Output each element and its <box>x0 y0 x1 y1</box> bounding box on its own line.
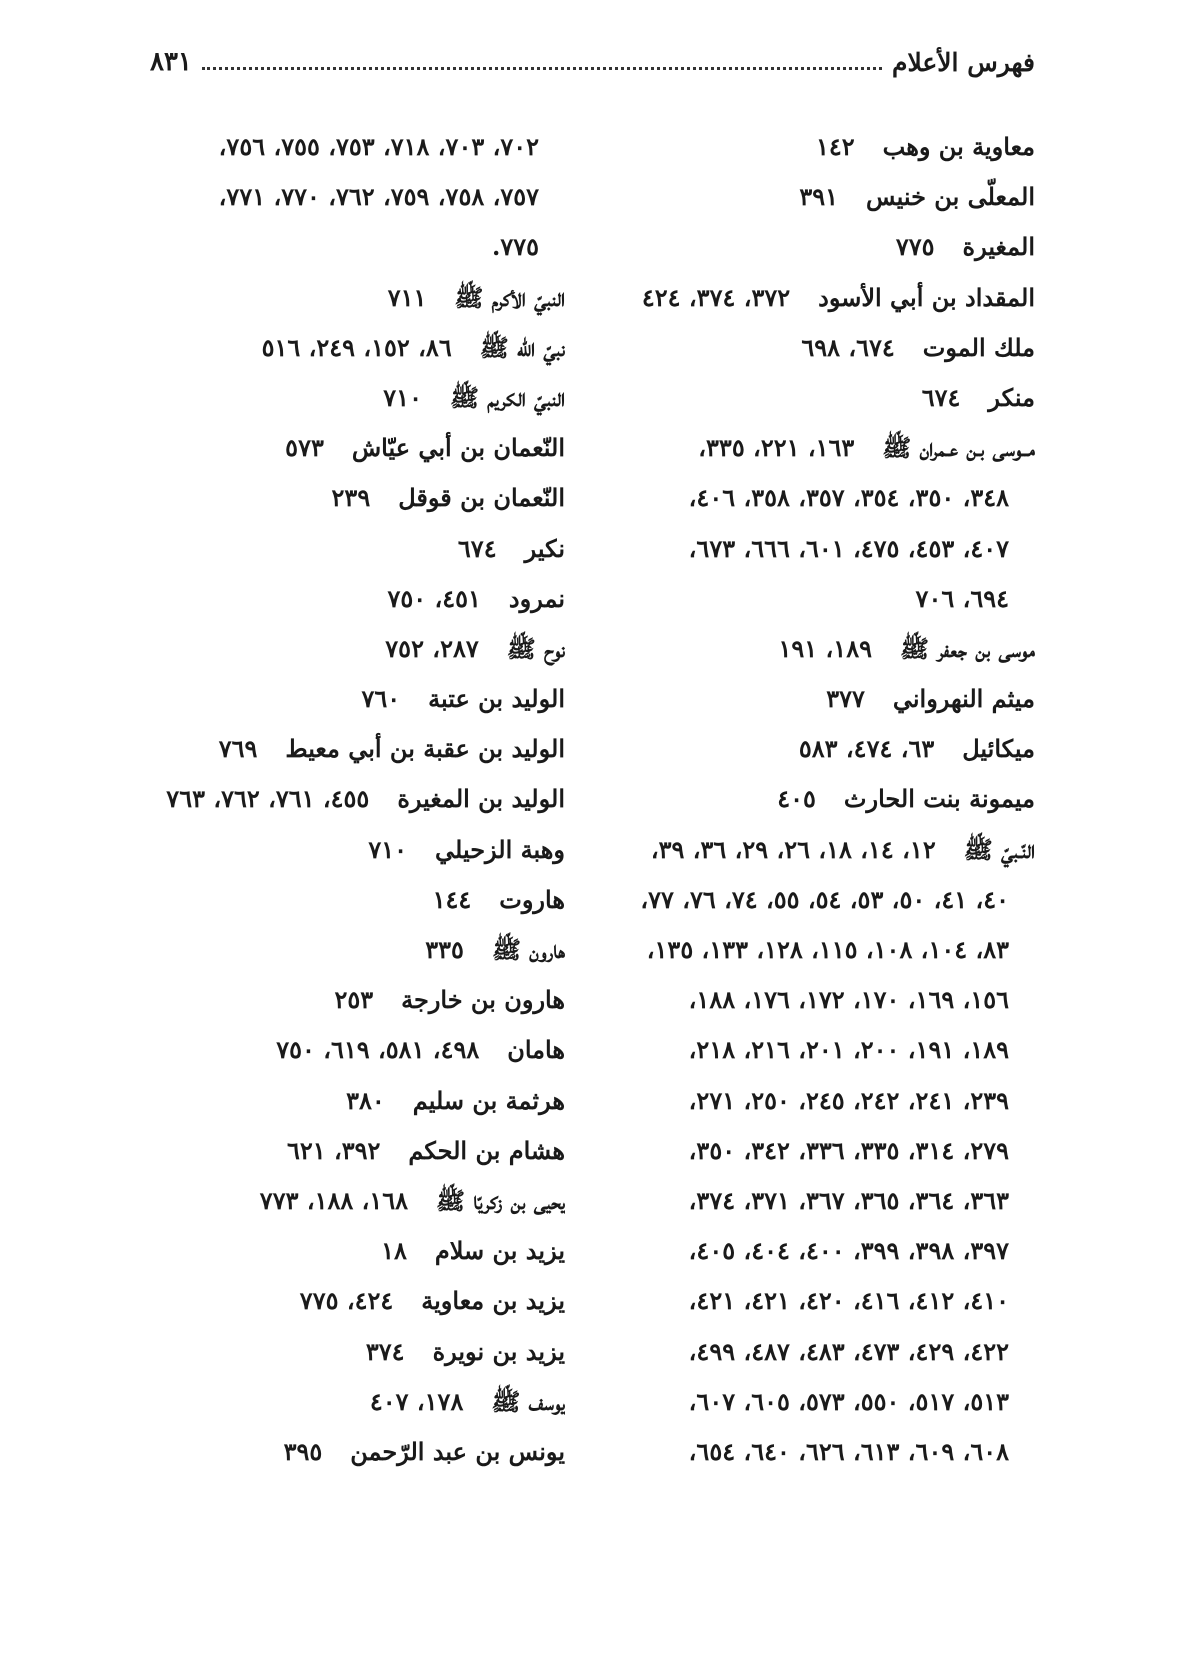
entry-pages: ٣٧٤ <box>365 1336 405 1366</box>
entry-pages: ٦٩٤، ٧٠٦ <box>915 583 1009 613</box>
index-continuation-line <box>605 1226 1035 1276</box>
entry-pages: ٤٥٥، ٧٦١، ٧٦٢، ٧٦٣ <box>166 784 370 814</box>
index-continuation-line <box>605 1276 1035 1326</box>
entry-pages: ٧٧٥. <box>491 232 539 262</box>
entry-pages: ١٦٣، ٢٢١، ٣٣٥، <box>698 433 855 463</box>
entry-name: يزيد بن معاوية <box>421 1286 565 1316</box>
entry-name: يزيد بن نويرة <box>432 1336 565 1366</box>
index-entry <box>605 624 1035 674</box>
index-entry <box>605 172 1035 222</box>
index-entry <box>135 975 565 1025</box>
entry-name: المقداد بن أبي الأسود <box>818 282 1035 312</box>
index-column-left <box>135 122 565 1477</box>
entry-name: يوسف ﷺ <box>491 1386 565 1416</box>
entry-pages: ٣٩٧، ٣٩٨، ٣٩٩، ٤٠٠، ٤٠٤، ٤٠٥، <box>688 1236 1009 1266</box>
index-entry <box>135 624 565 674</box>
entry-pages: ٤٢٤، ٧٧٥ <box>299 1286 394 1316</box>
entry-pages: ٤٠٥ <box>777 784 816 814</box>
index-continuation-line <box>605 1327 1035 1377</box>
entry-name: نمرود <box>508 583 565 613</box>
index-continuation-line <box>605 1126 1035 1176</box>
entry-pages: ٧١٠ <box>368 834 408 864</box>
entry-name: موسى بن جعفر ﷺ <box>899 633 1035 663</box>
entry-name: النّعمان بن قوقل <box>398 483 565 513</box>
index-entry <box>605 122 1035 172</box>
index-entry <box>135 1327 565 1377</box>
index-entry <box>605 774 1035 824</box>
entry-name: يزيد بن سلام <box>434 1236 565 1266</box>
entry-name: هاروت <box>499 884 565 914</box>
index-entry <box>135 925 565 975</box>
entry-pages: ٣٩١ <box>799 182 839 212</box>
index-entry <box>605 273 1035 323</box>
entry-name: النبيّ الأكرم ﷺ <box>454 282 565 312</box>
entry-pages: ٣٣٥ <box>425 935 464 964</box>
index-entry <box>605 323 1035 373</box>
header-title: فهرس الأعلام <box>891 47 1035 77</box>
entry-name: الوليد بن المغيرة <box>397 784 565 814</box>
entry-pages: ٦٧٤ <box>921 382 961 412</box>
entry-pages: ٣٧٢، ٣٧٤، ٤٢٤ <box>641 282 791 312</box>
entry-name: المعلّى بن خنيس <box>866 182 1035 212</box>
entry-name: منكر <box>988 382 1035 412</box>
index-continuation-line <box>605 1427 1035 1477</box>
entry-pages: ٨٦، ١٥٢، ٢٤٩، ٥١٦ <box>261 332 452 362</box>
entry-pages: ١٦٨، ١٨٨، ٧٧٣ <box>259 1185 409 1215</box>
entry-pages: ٦٣، ٤٧٤، ٥٨٣ <box>798 734 935 764</box>
index-continuation-line <box>605 875 1035 925</box>
index-entry <box>135 774 565 824</box>
entry-name: نوح ﷺ <box>506 633 565 663</box>
entry-name: الوليد بن عقبة بن أبي معيط <box>285 734 565 764</box>
index-entry <box>605 373 1035 423</box>
entry-pages: ٥١٣، ٥١٧، ٥٥٠، ٥٧٣، ٦٠٥، ٦٠٧، <box>688 1386 1009 1416</box>
index-entry <box>135 1276 565 1326</box>
entry-pages: ٣٩٥ <box>283 1436 323 1466</box>
index-entry <box>135 373 565 423</box>
entry-pages: ١٨ <box>381 1236 407 1266</box>
entry-name: ملك الموت <box>922 332 1035 362</box>
entry-pages: ٨٣، ١٠٤، ١٠٨، ١١٥، ١٢٨، ١٣٣، ١٣٥، <box>646 935 1009 964</box>
entry-pages: ١٤٤ <box>432 884 472 914</box>
entry-name: معاوية بن وهب <box>882 132 1035 161</box>
index-entry <box>605 674 1035 724</box>
entry-pages: ٢٥٣ <box>334 985 374 1015</box>
index-entry <box>135 724 565 774</box>
entry-pages: ١٤٢ <box>815 132 855 161</box>
index-continuation-line <box>605 1076 1035 1126</box>
running-header <box>150 42 1035 82</box>
entry-pages: ٤١٠، ٤١٢، ٤١٦، ٤٢٠، ٤٢١، ٤٢١، <box>688 1286 1009 1316</box>
entry-pages: ٣٦٣، ٣٦٤، ٣٦٥، ٣٦٧، ٣٧١، ٣٧٤، <box>688 1185 1009 1215</box>
entry-pages: ٧٦٩ <box>218 734 258 764</box>
index-continuation-line <box>605 1025 1035 1075</box>
entry-name: ميمونة بنت الحارث <box>843 784 1035 814</box>
entry-name: وهبة الزحيلي <box>435 834 565 864</box>
index-entry <box>135 524 565 574</box>
entry-pages: ١٢، ١٤، ١٨، ٢٦، ٢٩، ٣٦، ٣٩، <box>650 834 936 864</box>
entry-name: النبيّ الكريم ﷺ <box>449 382 565 412</box>
index-continuation-line <box>605 925 1035 975</box>
entry-pages: ١٨٩، ١٩١ <box>778 633 872 663</box>
entry-pages: ٦٧٤، ٦٩٨ <box>801 332 895 362</box>
entry-name: هرثمة بن سليم <box>412 1085 565 1115</box>
index-entry <box>135 1126 565 1176</box>
entry-pages: ١٨٩، ١٩١، ٢٠٠، ٢٠١، ٢١٦، ٢١٨، <box>688 1035 1009 1065</box>
entry-name: نبيّ الله ﷺ <box>479 332 565 362</box>
entry-name: المغيرة <box>962 232 1035 262</box>
index-entry <box>135 825 565 875</box>
index-entry <box>135 1427 565 1477</box>
entry-pages: ٦٧٤ <box>457 533 497 563</box>
index-entry <box>135 1377 565 1427</box>
index-entry <box>135 423 565 473</box>
page-number: ٨٣١ <box>150 47 192 77</box>
index-entry <box>605 222 1035 272</box>
entry-pages: ٢٧٩، ٣١٤، ٣٣٥، ٣٣٦، ٣٤٢، ٣٥٠، <box>688 1135 1009 1165</box>
entry-pages: ٣٨٠ <box>346 1085 385 1115</box>
index-entry <box>135 1176 565 1226</box>
entry-pages: ١٧٨، ٤٠٧ <box>369 1386 464 1416</box>
entry-name: النّعمان بن أبي عيّاش <box>351 433 565 463</box>
index-continuation-line <box>605 975 1035 1025</box>
index-continuation-line <box>605 1176 1035 1226</box>
entry-name: هارون ﷺ <box>491 935 565 964</box>
entry-pages: ٧١١ <box>387 282 427 312</box>
entry-name: نكير <box>524 533 565 563</box>
index-entry <box>135 273 565 323</box>
index-entry <box>135 323 565 373</box>
entry-name: ميكائيل <box>962 734 1035 764</box>
entry-pages: ٣٩٢، ٦٢١ <box>286 1135 381 1165</box>
index-entry <box>135 1076 565 1126</box>
entry-pages: ٧٠٢، ٧٠٣، ٧١٨، ٧٥٣، ٧٥٥، ٧٥٦، <box>218 132 539 161</box>
entry-pages: ٤٥١، ٧٥٠ <box>387 583 481 613</box>
entry-pages: ٣٧٧ <box>826 684 865 714</box>
index-entry <box>605 825 1035 875</box>
entry-name: ميثم النهرواني <box>892 684 1035 714</box>
entry-pages: ٢٣٩ <box>331 483 371 513</box>
entry-pages: ٦٠٨، ٦٠٩، ٦١٣، ٦٢٦، ٦٤٠، ٦٥٤، <box>688 1436 1009 1466</box>
entry-name: هشام بن الحكم <box>408 1135 565 1165</box>
index-continuation-line <box>135 222 565 272</box>
entry-name: الوليد بن عتبة <box>428 684 565 714</box>
entry-pages: ٧١٠ <box>383 382 422 412</box>
entry-pages: ٢٣٩، ٢٤١، ٢٤٢، ٢٤٥، ٢٥٠، ٢٧١، <box>688 1085 1009 1115</box>
index-continuation-line <box>135 122 565 172</box>
entry-name: يونس بن عبد الرّحمن <box>350 1436 565 1466</box>
index-entry <box>605 423 1035 473</box>
index-entry <box>135 875 565 925</box>
entry-pages: ٤٩٨، ٥٨١، ٦١٩، ٧٥٠ <box>276 1035 480 1065</box>
index-entry <box>135 473 565 523</box>
entry-name: يحيى بن زكريّا ﷺ <box>436 1185 565 1215</box>
entry-pages: ٣٤٨، ٣٥٠، ٣٥٤، ٣٥٧، ٣٥٨، ٤٠٦، <box>688 483 1009 513</box>
index-entry <box>605 724 1035 774</box>
index-column-right <box>605 122 1035 1477</box>
entry-pages: ٤٢٢، ٤٢٩، ٤٧٣، ٤٨٣، ٤٨٧، ٤٩٩، <box>688 1336 1009 1366</box>
index-continuation-line <box>605 473 1035 523</box>
index-continuation-line <box>605 524 1035 574</box>
entry-pages: ١٥٦، ١٦٩، ١٧٠، ١٧٢، ١٧٦، ١٨٨، <box>688 985 1009 1015</box>
entry-name: النّـبيّ ﷺ <box>963 834 1035 864</box>
entry-pages: ٤٠٧، ٤٥٣، ٤٧٥، ٦٠١، ٦٦٦، ٦٧٣، <box>688 533 1009 563</box>
entry-pages: ٧٧٥ <box>895 232 935 262</box>
entry-pages: ٢٨٧، ٧٥٢ <box>385 633 479 663</box>
entry-name: هامان <box>507 1035 565 1065</box>
entry-pages: ٤٠، ٤١، ٥٠، ٥٣، ٥٤، ٥٥، ٧٤، ٧٦، ٧٧، <box>640 884 1009 914</box>
index-entry <box>135 574 565 624</box>
leader-dots <box>202 67 882 70</box>
entry-pages: ٧٦٠ <box>361 684 401 714</box>
index-continuation-line <box>135 172 565 222</box>
entry-pages: ٥٧٣ <box>285 433 324 463</box>
index-continuation-line <box>605 1377 1035 1427</box>
entry-name: مــوسى بـن عـمران ﷺ <box>882 433 1035 463</box>
index-entry <box>135 674 565 724</box>
index-continuation-line <box>605 574 1035 624</box>
index-entry <box>135 1025 565 1075</box>
entry-name: هارون بن خارجة <box>401 985 565 1015</box>
index-entry <box>135 1226 565 1276</box>
entry-pages: ٧٥٧، ٧٥٨، ٧٥٩، ٧٦٢، ٧٧٠، ٧٧١، <box>218 182 539 212</box>
